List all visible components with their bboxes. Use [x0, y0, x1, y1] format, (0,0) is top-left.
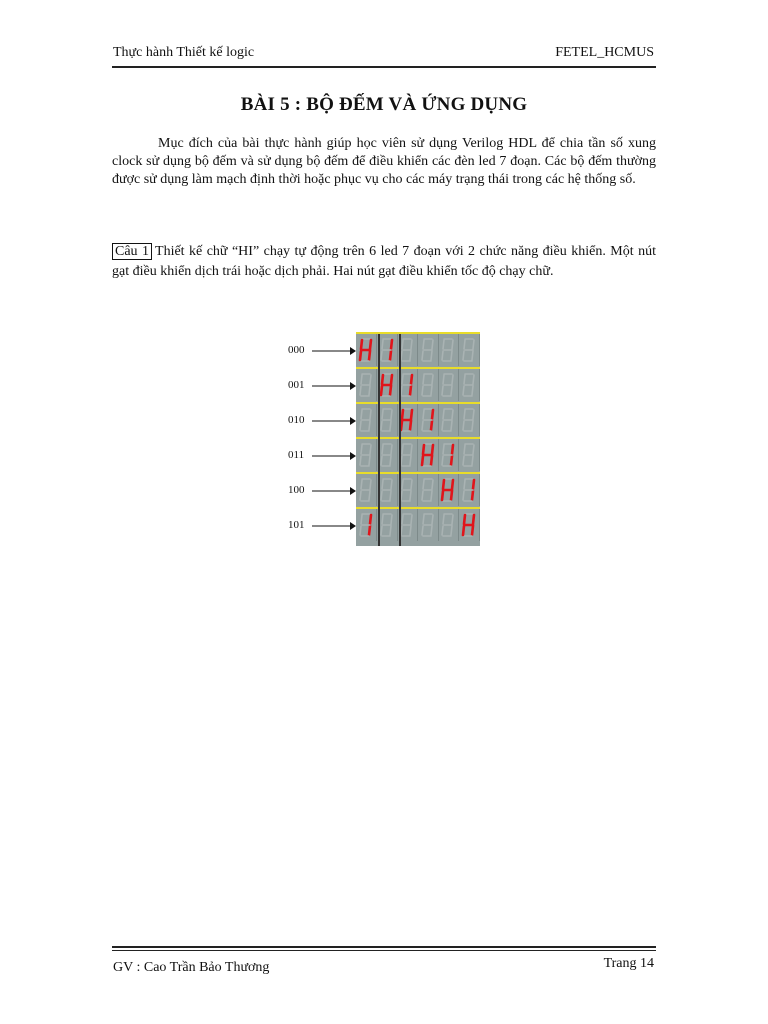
seven-segment-digit: [459, 369, 480, 401]
segment-b: [452, 480, 453, 489]
state-code: 100: [288, 484, 305, 496]
segment-e: [422, 491, 423, 500]
led-row: [356, 367, 480, 401]
segment-c: [410, 456, 411, 465]
segment-b: [391, 340, 392, 349]
footer-author: GV : Cao Trần Bảo Thương: [113, 960, 270, 975]
seven-segment-digit: [459, 474, 480, 506]
segment-f: [382, 445, 383, 454]
seven-segment-digit: [459, 334, 480, 366]
seven-segment-digit: [356, 439, 377, 471]
question-1: [112, 242, 656, 282]
segment-e: [401, 526, 402, 535]
segment-c: [390, 386, 391, 395]
state-code: 001: [288, 379, 305, 391]
segment-e: [442, 421, 443, 430]
segment-b: [473, 445, 474, 454]
segment-b: [370, 445, 371, 454]
segment-b: [411, 375, 412, 384]
panel-divider: [378, 334, 380, 546]
header-rule: [112, 66, 656, 68]
segment-b: [370, 340, 371, 349]
segment-c: [410, 526, 411, 535]
segment-e: [381, 351, 382, 360]
arrow-right-icon: [312, 381, 356, 391]
segment-c: [472, 421, 473, 430]
segment-f: [382, 340, 383, 349]
segment-c: [369, 491, 370, 500]
segment-b: [473, 480, 474, 489]
seven-segment-digit: [438, 334, 459, 366]
segment-f: [382, 375, 383, 384]
segment-c: [431, 491, 432, 500]
segment-f: [402, 445, 403, 454]
segment-b: [411, 445, 412, 454]
footer-rule: [112, 946, 656, 948]
state-code: 000: [288, 344, 305, 356]
segment-b: [452, 410, 453, 419]
seven-segment-digit: [438, 509, 459, 541]
lesson-title: BÀI 5 : BỘ ĐẾM VÀ ỨNG DỤNG: [240, 94, 528, 115]
segment-e: [442, 386, 443, 395]
seven-segment-digit: [438, 439, 459, 471]
segment-c: [410, 491, 411, 500]
segment-f: [382, 515, 383, 524]
segment-b: [370, 480, 371, 489]
header-faculty: FETEL_HCMUS: [555, 45, 654, 60]
segment-b: [432, 515, 433, 524]
segment-e: [401, 386, 402, 395]
state-code: 011: [288, 449, 305, 461]
segment-f: [361, 410, 362, 419]
panel-divider: [399, 334, 401, 546]
segment-f: [423, 375, 424, 384]
segment-c: [390, 456, 391, 465]
segment-c: [451, 351, 452, 360]
segment-b: [391, 480, 392, 489]
segment-c: [451, 526, 452, 535]
segment-e: [442, 456, 443, 465]
seven-segment-digit: [356, 509, 377, 541]
segment-c: [410, 351, 411, 360]
arrow-right-icon: [312, 521, 356, 531]
segment-c: [390, 491, 391, 500]
segment-c: [431, 456, 432, 465]
seven-segment-digit: [459, 439, 480, 471]
seven-segment-digit: [356, 334, 377, 366]
segment-b: [411, 410, 412, 419]
segment-f: [443, 480, 444, 489]
segment-b: [473, 410, 474, 419]
footer-rule-thin: [112, 950, 656, 951]
seven-segment-digit: [418, 334, 439, 366]
segment-b: [370, 410, 371, 419]
seven-segment-digit: [356, 369, 377, 401]
segment-f: [464, 375, 465, 384]
segment-b: [370, 375, 371, 384]
segment-f: [402, 340, 403, 349]
segment-f: [423, 340, 424, 349]
segment-c: [451, 386, 452, 395]
segment-b: [411, 515, 412, 524]
segment-c: [472, 491, 473, 500]
segment-e: [360, 526, 361, 535]
segment-c: [369, 526, 370, 535]
seven-segment-digit: [438, 404, 459, 436]
header-course-title: Thực hành Thiết kế logic: [113, 45, 255, 60]
segment-f: [443, 515, 444, 524]
segment-e: [360, 491, 361, 500]
segment-e: [442, 491, 443, 500]
seven-segment-digit: [418, 369, 439, 401]
segment-f: [382, 480, 383, 489]
segment-e: [401, 421, 402, 430]
segment-c: [390, 351, 391, 360]
segment-e: [401, 491, 402, 500]
segment-f: [382, 410, 383, 419]
seven-segment-digit: [418, 439, 439, 471]
segment-e: [463, 351, 464, 360]
segment-e: [381, 456, 382, 465]
segment-b: [452, 515, 453, 524]
seven-segment-digit: [356, 474, 377, 506]
segment-f: [361, 375, 362, 384]
segment-e: [381, 421, 382, 430]
segment-b: [432, 410, 433, 419]
segment-e: [463, 526, 464, 535]
state-code: 010: [288, 414, 305, 426]
segment-c: [369, 456, 370, 465]
segment-f: [402, 375, 403, 384]
arrow-right-icon: [312, 416, 356, 426]
segment-c: [390, 526, 391, 535]
segment-e: [463, 456, 464, 465]
led-row: [356, 402, 480, 436]
segment-f: [423, 480, 424, 489]
arrow-right-icon: [312, 346, 356, 356]
segment-c: [472, 351, 473, 360]
segment-b: [370, 515, 371, 524]
segment-c: [431, 421, 432, 430]
seven-segment-digit: [438, 369, 459, 401]
segment-e: [442, 526, 443, 535]
arrow-right-icon: [312, 451, 356, 461]
segment-e: [463, 421, 464, 430]
segment-c: [472, 526, 473, 535]
segment-b: [391, 375, 392, 384]
segment-b: [452, 375, 453, 384]
segment-c: [431, 351, 432, 360]
segment-e: [381, 526, 382, 535]
segment-b: [452, 340, 453, 349]
seven-segment-digit: [418, 474, 439, 506]
segment-e: [381, 491, 382, 500]
segment-c: [431, 526, 432, 535]
segment-b: [391, 515, 392, 524]
segment-f: [464, 480, 465, 489]
led-row: [356, 472, 480, 506]
segment-e: [422, 386, 423, 395]
segment-e: [381, 386, 382, 395]
segment-f: [402, 480, 403, 489]
segment-b: [473, 340, 474, 349]
segment-b: [411, 480, 412, 489]
segment-f: [361, 515, 362, 524]
segment-c: [410, 386, 411, 395]
seven-segment-figure: [280, 330, 490, 548]
segment-c: [369, 351, 370, 360]
seven-segment-digit: [356, 404, 377, 436]
segment-f: [443, 410, 444, 419]
segment-f: [464, 340, 465, 349]
segment-b: [432, 375, 433, 384]
led-row: [356, 437, 480, 471]
led-row: [356, 507, 480, 541]
led-panel: [356, 332, 480, 546]
segment-f: [423, 515, 424, 524]
seven-segment-digit: [459, 509, 480, 541]
segment-c: [472, 456, 473, 465]
segment-f: [443, 445, 444, 454]
intro-paragraph: Mục đích của bài thực hành giúp học viên sử dụng Verilog HDL để chia tần số xung clock sử dụng bộ đếm và sử dụng bộ đếm để điều khiển các đèn led 7 đoạn. Các bộ đếm thường được sử dụng làm mạch định thời hoặc phục vụ cho các máy trạng thái trong các hệ thống số.: [112, 136, 656, 187]
question-text: Thiết kế chữ “HI” chạy tự động trên 6 led 7 đoạn với 2 chức năng điều khiển. Một nút gạt điều khiển dịch trái hoặc dịch phải. Hai nút gạt điều khiển tốc độ chạy chữ.: [112, 244, 656, 279]
segment-c: [390, 421, 391, 430]
segment-e: [422, 456, 423, 465]
segment-c: [369, 421, 370, 430]
segment-c: [451, 491, 452, 500]
segment-e: [422, 526, 423, 535]
segment-f: [361, 340, 362, 349]
led-row: [356, 332, 480, 366]
segment-e: [360, 456, 361, 465]
segment-b: [432, 480, 433, 489]
seven-segment-digit: [438, 474, 459, 506]
segment-e: [360, 351, 361, 360]
segment-e: [463, 386, 464, 395]
state-code: 101: [288, 519, 305, 531]
segment-e: [401, 351, 402, 360]
segment-c: [451, 456, 452, 465]
segment-c: [369, 386, 370, 395]
seven-segment-digit: [418, 404, 439, 436]
segment-f: [361, 480, 362, 489]
segment-f: [443, 375, 444, 384]
segment-f: [402, 515, 403, 524]
segment-f: [464, 515, 465, 524]
segment-f: [423, 410, 424, 419]
segment-f: [464, 410, 465, 419]
segment-c: [431, 386, 432, 395]
segment-f: [423, 445, 424, 454]
segment-f: [464, 445, 465, 454]
segment-c: [410, 421, 411, 430]
segment-b: [411, 340, 412, 349]
segment-b: [473, 375, 474, 384]
segment-b: [432, 445, 433, 454]
segment-e: [422, 421, 423, 430]
segment-f: [361, 445, 362, 454]
segment-c: [472, 386, 473, 395]
segment-c: [451, 421, 452, 430]
segment-b: [452, 445, 453, 454]
segment-b: [473, 515, 474, 524]
segment-e: [360, 421, 361, 430]
segment-e: [442, 351, 443, 360]
seven-segment-digit: [459, 404, 480, 436]
segment-e: [360, 386, 361, 395]
seven-segment-digit: [418, 509, 439, 541]
segment-b: [432, 340, 433, 349]
segment-f: [443, 340, 444, 349]
segment-b: [391, 445, 392, 454]
segment-e: [463, 491, 464, 500]
segment-e: [422, 351, 423, 360]
segment-b: [391, 410, 392, 419]
arrow-right-icon: [312, 486, 356, 496]
segment-f: [402, 410, 403, 419]
question-label: Câu 1: [112, 243, 152, 260]
footer-page-number: Trang 14: [603, 956, 654, 971]
segment-e: [401, 456, 402, 465]
